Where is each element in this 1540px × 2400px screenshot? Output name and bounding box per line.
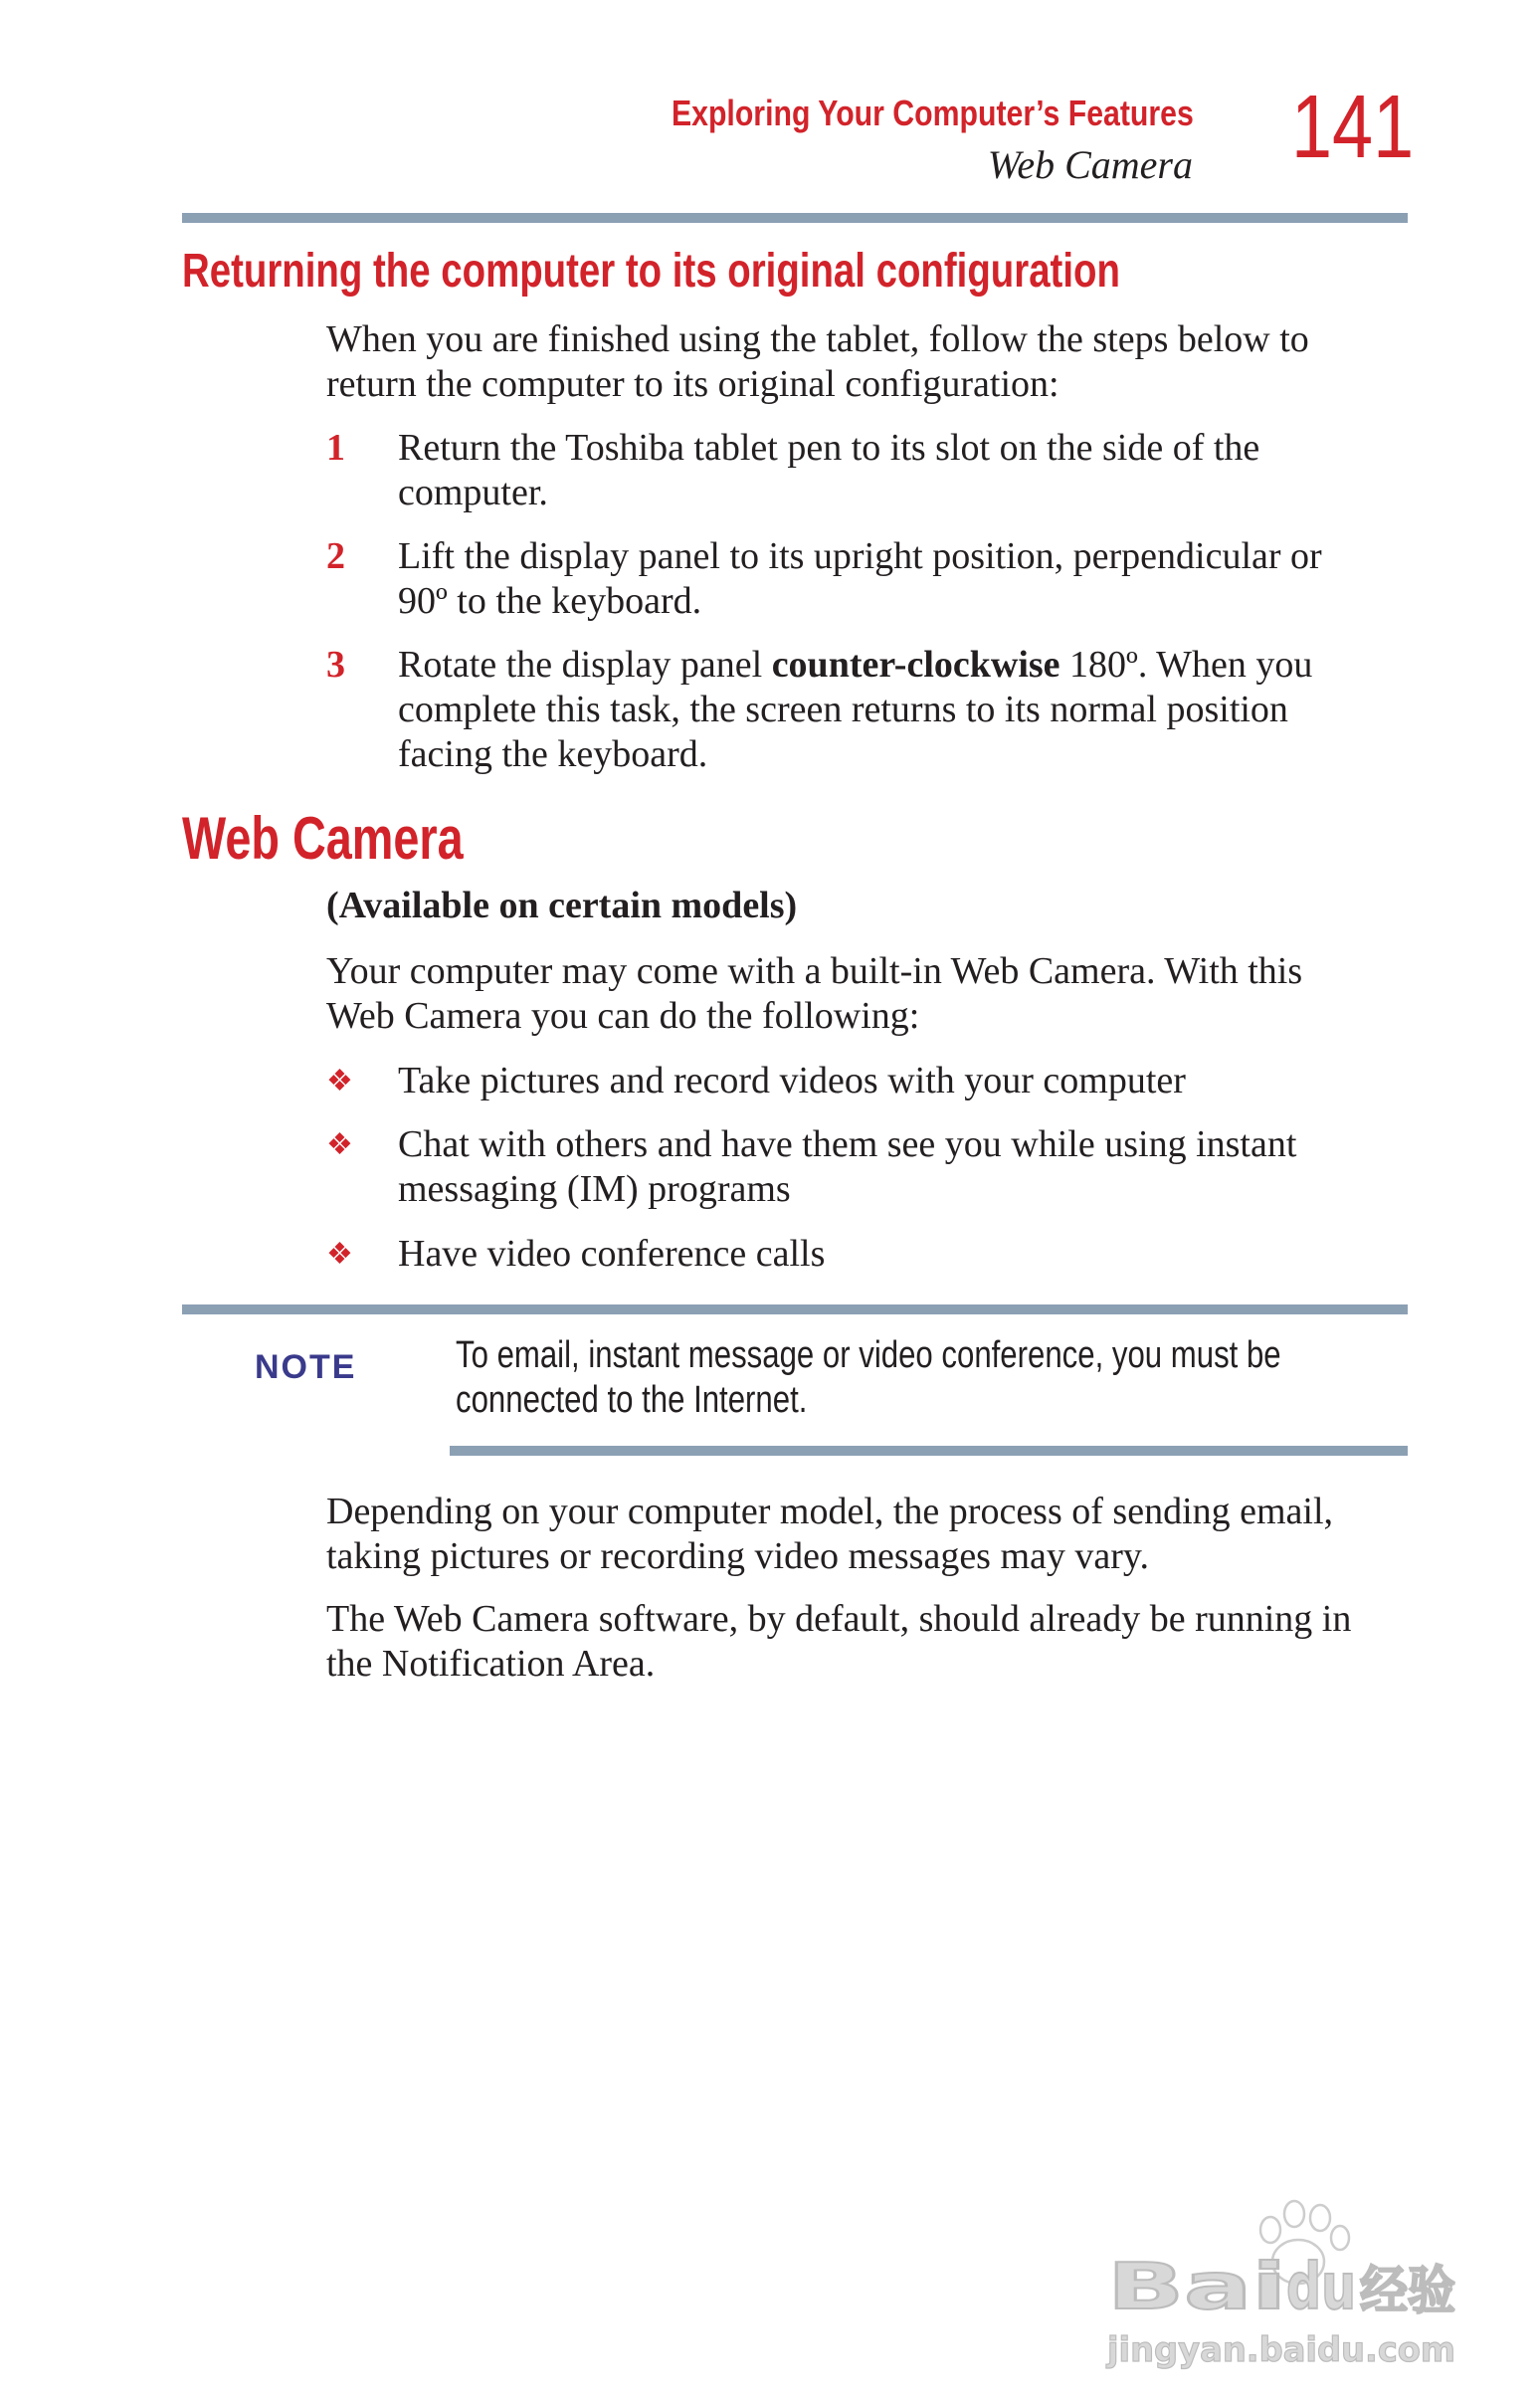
paragraph-line: Depending on your computer model, the process of sending email, xyxy=(326,1491,1334,1532)
paragraph-process-varies xyxy=(326,1490,1421,1579)
paragraph-line: the Notification Area. xyxy=(326,1643,656,1685)
step-text xyxy=(398,426,1423,515)
bold-term: counter-clockwise xyxy=(771,644,1060,686)
section-heading-web-camera: Web Camera xyxy=(182,805,464,872)
bullet-text xyxy=(398,1059,1423,1103)
step-text-segment: 180º. When you xyxy=(1059,644,1313,686)
step-text-segment: Rotate the display panel xyxy=(398,644,772,686)
section-heading-returning: Returning the computer to its original configuration xyxy=(182,245,1120,298)
note-label: NOTE xyxy=(255,1348,357,1386)
step-number: 2 xyxy=(326,535,345,577)
step-line: Lift the display panel to its upright position, perpendicular or xyxy=(398,535,1322,577)
svg-text:Bai: Bai xyxy=(1107,2251,1286,2324)
bullet-line: Have video conference calls xyxy=(398,1233,826,1275)
intro-line: Web Camera you can do the following: xyxy=(326,995,920,1037)
intro-line: When you are finished using the tablet, follow the steps below to xyxy=(326,318,1309,360)
note-line: To email, instant message or video conference, you must be xyxy=(456,1334,1281,1376)
paragraph-line: taking pictures or recording video messages may vary. xyxy=(326,1535,1149,1577)
running-header-section: Web Camera xyxy=(987,142,1193,187)
bullet-line: messaging (IM) programs xyxy=(398,1168,791,1210)
svg-text:du: du xyxy=(1286,2251,1356,2324)
bullet-text xyxy=(398,1122,1423,1212)
step-text xyxy=(398,534,1423,624)
bullet-line: Take pictures and record videos with your computer xyxy=(398,1060,1186,1101)
header-divider xyxy=(182,213,1408,223)
availability-note: (Available on certain models) xyxy=(326,885,798,926)
step-line: complete this task, the screen returns to its normal position xyxy=(398,689,1288,730)
step-line: computer. xyxy=(398,472,548,513)
step-number: 1 xyxy=(326,427,345,469)
step-text xyxy=(398,643,1423,777)
bullet-line: Chat with others and have them see you while using instant xyxy=(398,1123,1297,1165)
svg-text:jingyan.baidu.com: jingyan.baidu.com xyxy=(1105,2330,1455,2370)
step-line: Return the Toshiba tablet pen to its slot on the side of the xyxy=(398,427,1260,469)
step-number: 3 xyxy=(326,644,345,686)
svg-text:经验: 经验 xyxy=(1360,2262,1455,2321)
note-line: connected to the Internet. xyxy=(456,1379,808,1421)
diamond-bullet-icon: ❖ xyxy=(326,1238,353,1271)
step-line xyxy=(398,643,1423,688)
step-line: facing the keyboard. xyxy=(398,733,708,775)
web-camera-intro xyxy=(326,949,1421,1039)
paragraph-software-running xyxy=(326,1597,1421,1687)
intro-line: Your computer may come with a built-in Web Camera. With this xyxy=(326,950,1303,992)
bullet-text xyxy=(398,1232,1423,1277)
intro-paragraph xyxy=(326,317,1421,407)
page-number: 141 xyxy=(1291,78,1415,177)
step-line: 90º to the keyboard. xyxy=(398,580,702,622)
note-bottom-divider xyxy=(450,1446,1408,1456)
intro-line: return the computer to its original configuration: xyxy=(326,363,1059,405)
paragraph-line: The Web Camera software, by default, should already be running in xyxy=(326,1598,1352,1640)
diamond-bullet-icon: ❖ xyxy=(326,1065,353,1098)
note-top-divider xyxy=(182,1304,1408,1314)
diamond-bullet-icon: ❖ xyxy=(326,1128,353,1161)
note-text xyxy=(456,1333,1281,1423)
baidu-jingyan-watermark xyxy=(1099,2184,1462,2383)
running-header-chapter: Exploring Your Computer’s Features xyxy=(672,93,1194,133)
